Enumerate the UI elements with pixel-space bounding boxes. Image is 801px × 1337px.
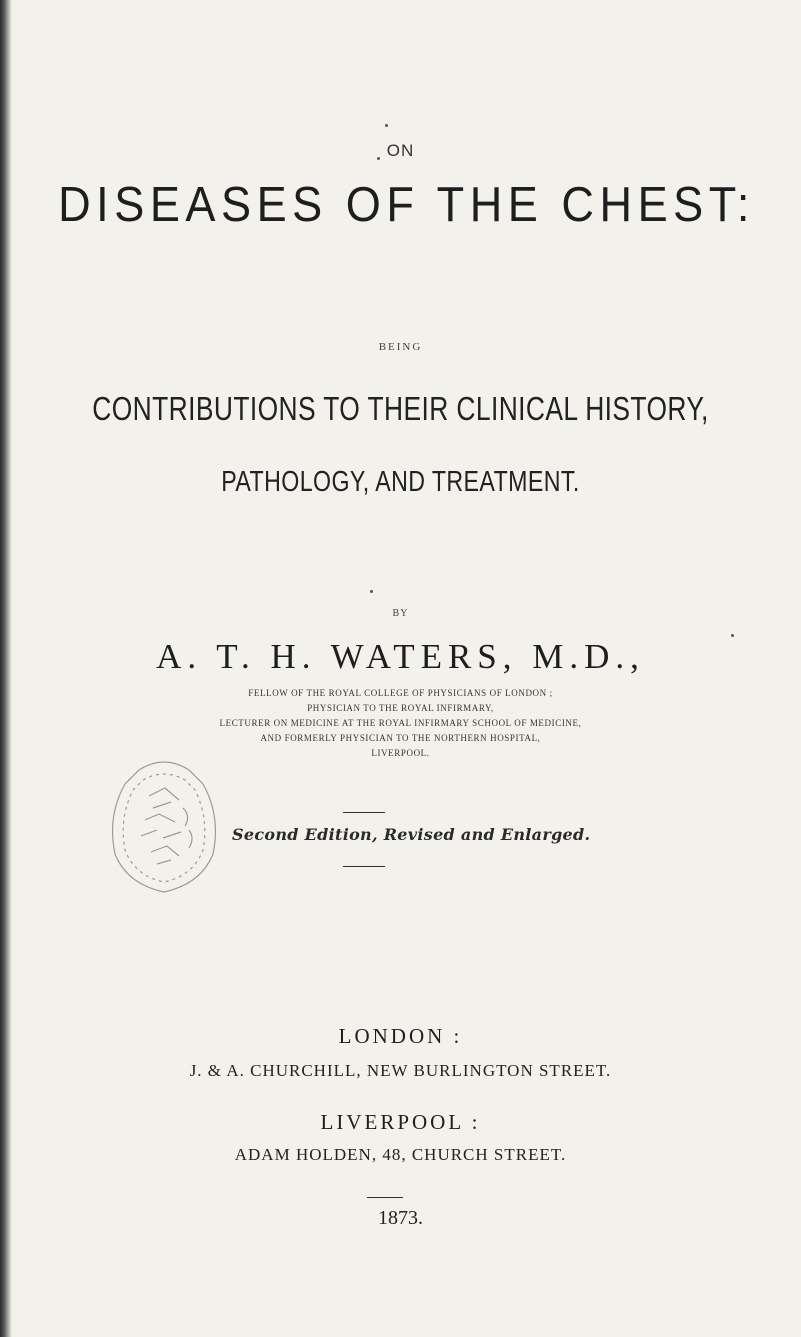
- divider-rule: [367, 1197, 403, 1198]
- heading-on: ON: [386, 141, 415, 160]
- imprint-city-london: LONDON :: [338, 1024, 463, 1048]
- imprint-publisher-liverpool: ADAM HOLDEN, 48, CHURCH STREET.: [234, 1145, 567, 1164]
- credential-line: LIVERPOOL.: [371, 748, 430, 758]
- subtitle-line-1: CONTRIBUTIONS TO THEIR CLINICAL HISTORY,: [92, 390, 709, 427]
- divider-rule: [343, 866, 385, 867]
- library-stamp-icon: [105, 756, 223, 894]
- author-name: A. T. H. WATERS, M.D.,: [156, 637, 645, 676]
- publication-year: 1873.: [378, 1207, 423, 1229]
- paper-speck: [377, 157, 380, 160]
- credential-line: FELLOW OF THE ROYAL COLLEGE OF PHYSICIANS OF LONDON ;: [248, 688, 553, 698]
- credential-line: PHYSICIAN TO THE ROYAL INFIRMARY,: [307, 703, 494, 713]
- credential-line: LECTURER ON MEDICINE AT THE ROYAL INFIRMARY SCHOOL OF MEDICINE,: [219, 718, 582, 728]
- edition-statement: Second Edition, Revised and Enlarged.: [232, 825, 591, 844]
- being-label: BEING: [378, 341, 423, 353]
- by-label: BY: [392, 608, 409, 619]
- imprint-city-liverpool: LIVERPOOL :: [320, 1110, 481, 1134]
- credential-line: AND FORMERLY PHYSICIAN TO THE NORTHERN HOSPITAL,: [260, 733, 541, 743]
- paper-speck: [731, 634, 734, 637]
- subtitle-line-2: PATHOLOGY, AND TREATMENT.: [221, 466, 580, 498]
- main-title: DISEASES OF THE CHEST:: [58, 178, 755, 232]
- paper-speck: [385, 124, 388, 127]
- divider-rule: [343, 812, 385, 813]
- paper-speck: [370, 590, 373, 593]
- imprint-publisher-london: J. & A. CHURCHILL, NEW BURLINGTON STREET.: [189, 1061, 612, 1080]
